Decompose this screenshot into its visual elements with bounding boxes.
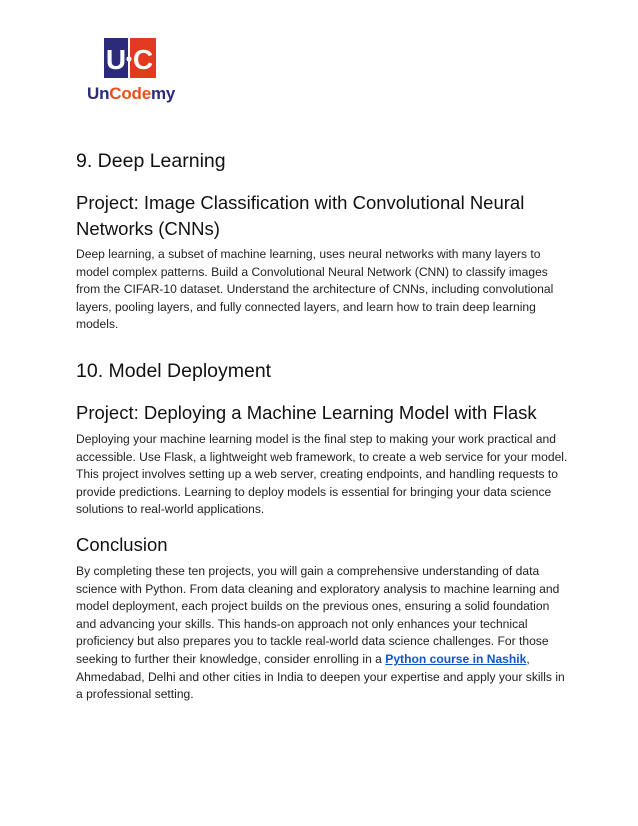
section-heading-conclusion: Conclusion	[76, 533, 168, 555]
conclusion-text-after-link: , Ahmedabad, Delhi and other cities in India to deepen your expertise and apply your skills in a professional setting.	[76, 651, 565, 702]
wordmark-part-code: Code	[109, 84, 151, 103]
logo-mark-letter-c: C	[132, 44, 154, 75]
uncodemy-logo-mark	[104, 38, 156, 78]
uncodemy-wordmark	[87, 84, 175, 104]
project-title-flask: Project: Deploying a Machine Learning Model with Flask	[76, 401, 537, 423]
section-heading-deep-learning: 9. Deep Learning	[76, 150, 226, 172]
python-course-nashik-link[interactable]: Python course in Nashik	[385, 651, 527, 666]
document-content	[76, 148, 571, 704]
uncodemy-logo	[87, 38, 177, 106]
wordmark-part-un: Un	[87, 84, 110, 103]
paragraph-model-deployment: Deploying your machine learning model is the final step to making your work practical and accessible. Use Flask, a lightweight web framework, to create a web service for your model. This project involves setting up a web server, creating endpoints, and handling requests to provide predictions. Learning to deploy models is essential for bringing your data science solutions to real-world applications.	[76, 431, 568, 517]
section-heading-model-deployment: 10. Model Deployment	[76, 359, 272, 382]
conclusion-text-before-link: By completing these ten projects, you will gain a comprehensive understanding of data science with Python. From data cleaning and exploratory analysis to machine learning and model deployment, each project builds on the previous ones, ensuring a solid foundation and advancing your skills. This hands-on approach not only enhances your technical proficiency but also prepares you to tackle real-world data science challenges. For those seeking to further their knowledge, consider enrolling in a	[76, 563, 560, 666]
logo-mark-letter-u: U	[105, 44, 127, 75]
paragraph-conclusion	[76, 563, 571, 704]
paragraph-deep-learning: Deep learning, a subset of machine learning, uses neural networks with many layers to model complex patterns. Build a Convolutional Neural Network (CNN) to classify images from the CIFAR-10 dataset. Understand the architecture of CNNs, including convolutional layers, pooling layers, and fully connected layers, and learn how to train deep learning models.	[76, 247, 554, 332]
wordmark-part-my: my	[150, 84, 176, 103]
project-title-cnn: Project: Image Classification with Convolutional Neural Networks (CNNs)	[76, 192, 525, 239]
